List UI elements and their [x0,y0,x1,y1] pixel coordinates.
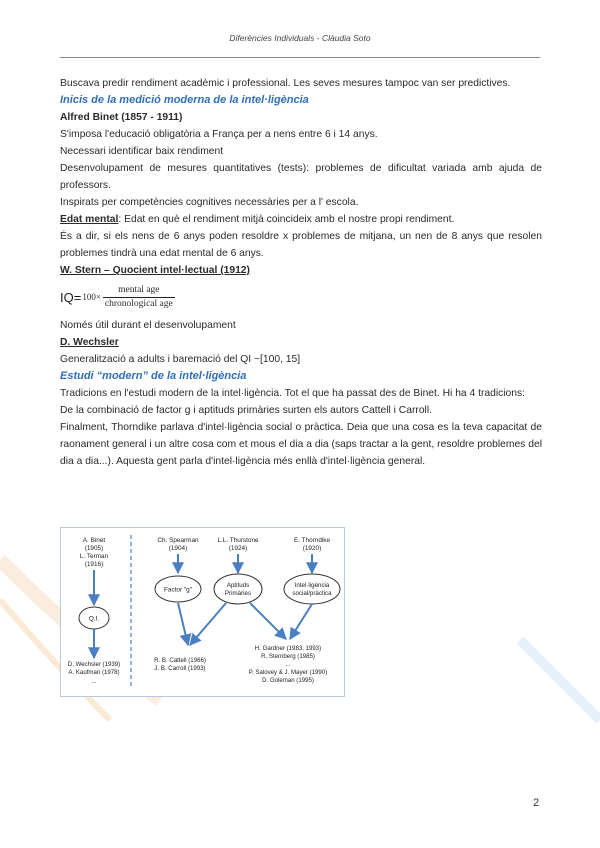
paragraph: De la combinació de factor g i aptituds primàries surten els autors Cattell i Carroll. [60,405,432,416]
diagram-label: (1916) [84,561,104,568]
paragraph: Necessari identificar baix rendiment [60,146,224,157]
formula-numerator: mental age [118,284,160,295]
diagram-node-aptituds [214,574,262,604]
diagram-label: P. Salovey & J. Mayer (1990) [248,669,328,676]
definition-text: : Edat en què el rendiment mitjà coincideix amb el nostre propi rendiment. [118,214,455,225]
intelligence-traditions-diagram [60,527,345,697]
diagram-node-label: social/pràctica [292,590,332,597]
diagram-label: H. Gardner (1983, 1993) [254,645,322,652]
paragraph: Buscava predir rendiment acadèmic i professional. Les seves mesures tampoc van ser predictives. [60,78,511,89]
formula-denominator: chronological age [104,298,173,309]
subheading-binet: Alfred Binet (1857 - 1911) [60,112,183,123]
diagram-node-label: Factor "g" [164,586,192,594]
paragraph: Inspirats per competències cognitives necessàries per a l' escola. [60,197,359,208]
subheading-stern: W. Stern – Quocient intel·lectual (1912) [60,265,250,276]
diagram-label: J. B. Carroll (1993) [154,665,206,672]
diagram-node-label: Q.I. [88,615,100,623]
paragraph: Tradicions en l'estudi modern de la intel·ligència. Tot el que ha passat des de Binet. Hi ha 4 tradicions: [60,388,526,399]
page-number: 2 [533,797,540,809]
paragraph: S'imposa l'educació obligatòria a França per a nens entre 6 i 14 anys. [60,129,378,140]
diagram-label: L. Terman [79,553,109,560]
page-content [60,75,542,470]
diagram-label: D. Wechsler (1939) [67,661,121,668]
term-edat-mental: Edat mental [60,214,119,225]
diagram-label: R. Sternberg (1985) [261,653,315,660]
diagram-node-label: Intel·ligència [294,582,330,589]
diagram-label: R. B. Cattell (1966) [154,657,206,664]
formula-lhs: IQ= [60,289,82,305]
subheading-wechsler: D. Wechsler [60,337,119,348]
formula-fraction [103,284,175,311]
diagram-label: Ch. Spearman [157,537,199,544]
diagram-label: (1924) [228,545,248,552]
diagram-node-social [284,574,340,604]
diagram-label: ... [91,678,97,685]
diagram-label: L.L. Thurstone [217,537,259,544]
paragraph: Només útil durant el desenvolupament [60,320,236,331]
section-heading: Inicis de la medició moderna de la intel·ligència [60,94,309,106]
paragraph: Finalment, Thorndike parlava d'intel·ligència social o pràctica. Deia que una cosa es la teva capacitat de raonament general i un altre cosa com et mous el dia a dia (saps tractar a la gent, resoldre problemes del dia a dia...). Aquesta gent parla d'intel·ligència més enllà d'intel·ligència general. [60,422,542,467]
paragraph: És a dir, si els nens de 6 anys poden resoldre x problemes de mitjana, un nen de 8 anys que resolen problemes tindrà una edat mental de 6 anys. [60,231,542,259]
page-header: Diferències Individuals - Clàudia Soto [229,33,371,43]
diagram-label: A. Kaufman (1978) [68,669,120,676]
diagram-label: D. Goleman (1995) [262,677,314,684]
paragraph: Generalització a adults i baremació del QI ~[100, 15] [60,354,301,365]
diagram-label: (1920) [302,545,322,552]
iq-formula [60,280,542,314]
definition-edat-mental [60,211,542,228]
diagram-label: (1904) [168,545,188,552]
paragraph: Desenvolupament de mesures quantitatives (tests): problemes de dificultat variada amb ajuda de professors. [60,163,542,191]
diagram-label: A. Binet [82,537,106,544]
diagram-label: ... [285,661,291,668]
section-heading: Estudi “modern” de la intel·ligència [60,370,247,382]
formula-factor: 100× [82,291,101,302]
diagram-label: E. Thorndike [293,537,331,544]
diagram-label: (1905) [84,545,104,552]
diagram-node-label: Primàries [224,590,252,597]
diagram-node-label: Aptituds [226,582,250,589]
